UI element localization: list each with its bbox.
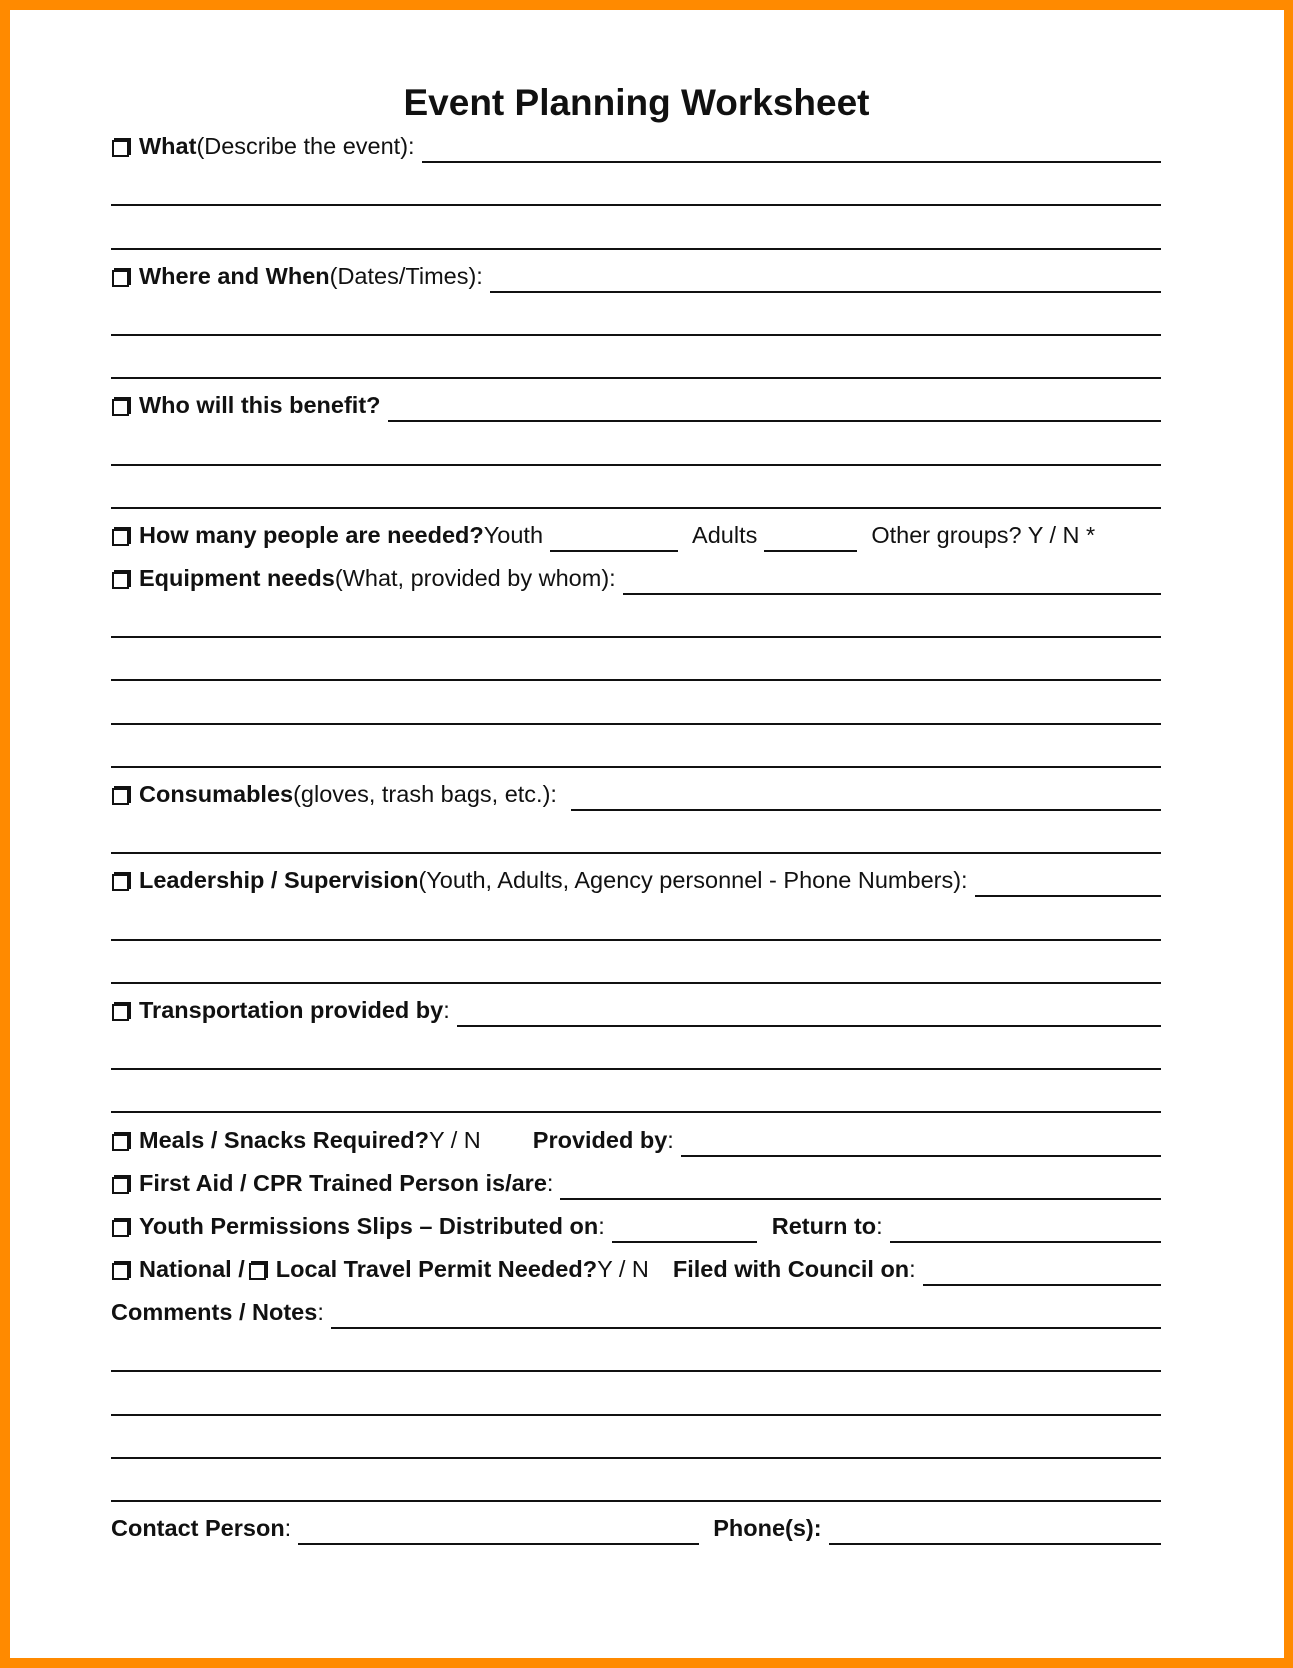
leadership-input-line[interactable] (111, 982, 1161, 984)
transportation-input-line[interactable] (111, 1111, 1161, 1113)
permissions-label: Youth Permissions Slips – Distributed on (139, 1212, 599, 1239)
how-many-label: How many people are needed? (139, 521, 484, 548)
spacer (543, 549, 550, 552)
blank-line-row (111, 1416, 1161, 1459)
checkbox-icon[interactable] (112, 788, 129, 805)
spacer (483, 290, 490, 293)
blank-line-row (111, 163, 1161, 206)
blank-line-row (111, 811, 1161, 854)
comments-input[interactable] (331, 1327, 1161, 1329)
leadership-input-line[interactable] (111, 939, 1161, 941)
blank-line-row (111, 595, 1161, 638)
checkbox-icon[interactable] (112, 1263, 129, 1280)
what-input[interactable] (422, 161, 1161, 163)
travel-yn: Y / N (597, 1256, 649, 1283)
blank-line-row (111, 638, 1161, 681)
spacer (564, 808, 571, 811)
who-input-line[interactable] (111, 464, 1161, 466)
what-hint: (Describe the event): (196, 133, 415, 160)
meals-label: Meals / Snacks Required? (139, 1126, 429, 1153)
equipment-input-line[interactable] (111, 723, 1161, 725)
transportation-input[interactable] (457, 1025, 1161, 1027)
adults-input[interactable] (764, 550, 857, 552)
spacer (916, 1283, 923, 1286)
where-input-line[interactable] (111, 377, 1161, 379)
what-input-line[interactable] (111, 204, 1161, 206)
comments-input-line[interactable] (111, 1457, 1161, 1459)
phone-label: Phone(s): (713, 1515, 822, 1542)
transportation-row (111, 984, 1161, 1027)
colon: : (317, 1299, 324, 1326)
comments-input-line[interactable] (111, 1370, 1161, 1372)
spacer (883, 1240, 890, 1243)
youth-label: Youth (483, 521, 544, 548)
provided-by-label: Provided by (532, 1126, 668, 1153)
other-groups-label: Other groups? Y / N * (871, 521, 1096, 548)
checkbox-icon[interactable] (112, 529, 129, 546)
comments-input-line[interactable] (111, 1414, 1161, 1416)
equipment-row (111, 552, 1161, 595)
phone-input[interactable] (829, 1543, 1161, 1545)
permissions-row (111, 1200, 1161, 1243)
first-aid-row (111, 1157, 1161, 1200)
checkbox-icon[interactable] (112, 1004, 129, 1021)
what-input-line[interactable] (111, 248, 1161, 250)
travel-row (111, 1243, 1161, 1286)
filed-input[interactable] (923, 1284, 1161, 1286)
consumables-hint: (gloves, trash bags, etc.): (293, 781, 557, 807)
equipment-input[interactable] (623, 593, 1161, 595)
blank-line-row (111, 897, 1161, 940)
who-label: Who will this benefit? (139, 392, 381, 419)
where-label: Where and When (139, 262, 330, 289)
equipment-hint: (What, provided by whom): (334, 565, 616, 592)
blank-line-row (111, 1027, 1161, 1070)
meals-yn: Y / N (428, 1126, 481, 1153)
colon: : (598, 1212, 605, 1239)
contact-label: Contact Person (111, 1515, 285, 1542)
checkbox-icon[interactable] (249, 1263, 266, 1280)
blank-line-row (111, 1070, 1161, 1113)
first-aid-input[interactable] (560, 1198, 1161, 1200)
colon: : (909, 1256, 916, 1283)
spacer (757, 549, 764, 552)
what-label: What (139, 133, 197, 160)
blank-line-row (111, 293, 1161, 336)
spacer (415, 160, 422, 163)
contact-input[interactable] (298, 1543, 699, 1545)
provided-by-input[interactable] (681, 1155, 1161, 1157)
checkbox-icon[interactable] (112, 140, 129, 157)
checkbox-icon[interactable] (112, 270, 129, 287)
consumables-input-line[interactable] (111, 852, 1161, 854)
contact-row (111, 1502, 1161, 1545)
how-many-row (111, 509, 1161, 552)
distributed-on-input[interactable] (612, 1241, 757, 1243)
checkbox-icon[interactable] (112, 572, 129, 589)
blank-line-row (111, 1459, 1161, 1502)
who-input[interactable] (388, 420, 1161, 422)
where-hint: (Dates/Times): (329, 262, 483, 289)
spacer (381, 419, 388, 422)
youth-input[interactable] (550, 550, 678, 552)
colon: : (667, 1126, 674, 1153)
where-row (111, 250, 1161, 293)
where-input[interactable] (490, 291, 1161, 293)
colon: : (546, 1169, 554, 1196)
colon: : (284, 1515, 292, 1542)
first-aid-label: First Aid / CPR Trained Person is/are (139, 1169, 547, 1196)
adults-label: Adults (692, 521, 758, 548)
blank-line-row (111, 681, 1161, 724)
spacer (616, 592, 623, 595)
comments-row (111, 1286, 1161, 1329)
consumables-row (111, 768, 1161, 811)
leadership-input[interactable] (975, 895, 1161, 897)
spacer (605, 1240, 612, 1243)
return-to-input[interactable] (890, 1241, 1161, 1243)
who-row (111, 379, 1161, 422)
page-title: Event Planning Worksheet (403, 82, 870, 123)
equipment-label: Equipment needs (139, 565, 335, 592)
equipment-input-line[interactable] (111, 679, 1161, 681)
transportation-label: Transportation provided by (139, 996, 444, 1023)
spacer (557, 808, 564, 811)
equipment-input-line[interactable] (111, 766, 1161, 768)
checkbox-icon[interactable] (112, 399, 129, 416)
comments-label: Comments / Notes (111, 1299, 318, 1326)
what-row (111, 120, 1161, 163)
equipment-input-line[interactable] (111, 636, 1161, 638)
spacer (324, 1326, 331, 1329)
comments-input-line[interactable] (111, 1500, 1161, 1502)
spacer (553, 1197, 560, 1200)
checkbox-icon[interactable] (112, 1177, 129, 1194)
spacer (968, 894, 975, 897)
return-to-label: Return to (771, 1212, 877, 1239)
blank-line-row (111, 422, 1161, 465)
who-input-line[interactable] (111, 507, 1161, 509)
national-label: National / (139, 1256, 245, 1283)
checkbox-icon[interactable] (112, 1134, 129, 1151)
blank-line-row (111, 206, 1161, 249)
leadership-row (111, 854, 1161, 897)
travel-permit-label: Local Travel Permit Needed? (275, 1256, 598, 1283)
checkbox-icon[interactable] (112, 1220, 129, 1237)
spacer (674, 1154, 681, 1157)
blank-line-row (111, 1372, 1161, 1415)
spacer (822, 1542, 829, 1545)
colon: : (443, 996, 450, 1023)
blank-line-row (111, 1329, 1161, 1372)
colon: : (876, 1212, 883, 1239)
leadership-hint: (Youth, Adults, Agency personnel - Phone Numbers): (418, 867, 968, 894)
worksheet-form (111, 120, 1161, 1545)
where-input-line[interactable] (111, 334, 1161, 336)
blank-line-row (111, 336, 1161, 379)
meals-row (111, 1113, 1161, 1156)
leadership-label: Leadership / Supervision (139, 867, 419, 894)
spacer (450, 1024, 457, 1027)
blank-line-row (111, 466, 1161, 509)
checkbox-icon[interactable] (112, 874, 129, 891)
transportation-input-line[interactable] (111, 1068, 1161, 1070)
spacer (291, 1542, 298, 1545)
consumables-label: Consumables (139, 781, 294, 807)
blank-line-row (111, 941, 1161, 984)
blank-line-row (111, 725, 1161, 768)
consumables-input[interactable] (571, 809, 1161, 811)
filed-label: Filed with Council on (672, 1256, 910, 1283)
